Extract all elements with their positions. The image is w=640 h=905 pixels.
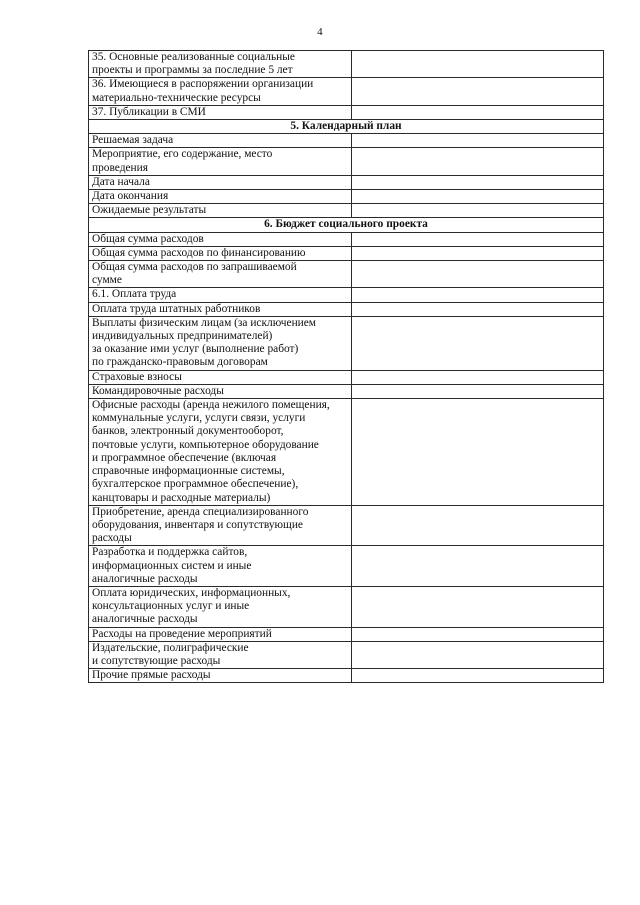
field-value-cell[interactable]	[352, 51, 604, 78]
field-label: Оплата юридических, информационных, консультационных услуг и иные аналогичные расходы	[89, 586, 352, 627]
field-value-cell[interactable]	[352, 232, 604, 246]
field-value-cell[interactable]	[352, 627, 604, 641]
field-value-cell[interactable]	[352, 586, 604, 627]
field-label: Разработка и поддержка сайтов, информационных систем и иные аналогичные расходы	[89, 546, 352, 587]
field-label: Решаемая задача	[89, 134, 352, 148]
field-value-cell[interactable]	[352, 384, 604, 398]
table-row	[89, 204, 604, 218]
application-form-table	[88, 50, 604, 683]
table-row	[89, 261, 604, 288]
table-row	[89, 51, 604, 78]
field-value-cell[interactable]	[352, 302, 604, 316]
field-value-cell[interactable]	[352, 261, 604, 288]
field-label: Оплата труда штатных работников	[89, 302, 352, 316]
table-row	[89, 302, 604, 316]
field-value-cell[interactable]	[352, 78, 604, 105]
field-label: Общая сумма расходов по финансированию	[89, 246, 352, 260]
field-value-cell[interactable]	[352, 669, 604, 683]
field-label: Командировочные расходы	[89, 384, 352, 398]
field-value-cell[interactable]	[352, 288, 604, 302]
table-row	[89, 316, 604, 370]
field-label: Дата окончания	[89, 190, 352, 204]
table-row	[89, 134, 604, 148]
field-label: Страховые взносы	[89, 370, 352, 384]
table-row	[89, 232, 604, 246]
section-title: 6. Бюджет социального проекта	[89, 218, 604, 232]
field-value-cell[interactable]	[352, 641, 604, 668]
table-row	[89, 384, 604, 398]
field-label: 35. Основные реализованные социальные проекты и программы за последние 5 лет	[89, 51, 352, 78]
field-value-cell[interactable]	[352, 190, 604, 204]
field-label: 37. Публикации в СМИ	[89, 105, 352, 119]
field-value-cell[interactable]	[352, 134, 604, 148]
table-row	[89, 399, 604, 506]
table-row	[89, 546, 604, 587]
form-table-body	[89, 51, 604, 683]
field-label: 6.1. Оплата труда	[89, 288, 352, 302]
table-row	[89, 105, 604, 119]
field-value-cell[interactable]	[352, 105, 604, 119]
field-label: Прочие прямые расходы	[89, 669, 352, 683]
table-row	[89, 148, 604, 175]
field-label: Расходы на проведение мероприятий	[89, 627, 352, 641]
page-number: 4	[317, 26, 323, 38]
field-value-cell[interactable]	[352, 505, 604, 546]
field-value-cell[interactable]	[352, 246, 604, 260]
table-row	[89, 669, 604, 683]
table-row	[89, 175, 604, 189]
field-label: Мероприятие, его содержание, место проведения	[89, 148, 352, 175]
field-label: Выплаты физическим лицам (за исключением индивидуальных предпринимателей) за оказание ими услуг (выполнение работ) по гражданско-правовым договорам	[89, 316, 352, 370]
table-row	[89, 370, 604, 384]
section-title: 5. Календарный план	[89, 120, 604, 134]
field-label: Приобретение, аренда специализированного оборудования, инвентаря и сопутствующие расходы	[89, 505, 352, 546]
field-value-cell[interactable]	[352, 148, 604, 175]
table-row	[89, 190, 604, 204]
table-row	[89, 288, 604, 302]
table-row	[89, 505, 604, 546]
field-label: Общая сумма расходов	[89, 232, 352, 246]
field-value-cell[interactable]	[352, 370, 604, 384]
field-label: Ожидаемые результаты	[89, 204, 352, 218]
field-label: Офисные расходы (аренда нежилого помещения, коммунальные услуги, услуги связи, услуги банков, электронный документооборот, почтовые услуги, компьютерное оборудование и программное обеспечение (включая справочные информационные системы, бухгалтерское программное обеспечение), канцтовары и расходные материалы)	[89, 399, 352, 506]
table-row	[89, 246, 604, 260]
field-value-cell[interactable]	[352, 204, 604, 218]
field-value-cell[interactable]	[352, 316, 604, 370]
section-header-row	[89, 120, 604, 134]
field-value-cell[interactable]	[352, 175, 604, 189]
field-label: Общая сумма расходов по запрашиваемой сумме	[89, 261, 352, 288]
field-label: 36. Имеющиеся в распоряжении организации материально-технические ресурсы	[89, 78, 352, 105]
field-value-cell[interactable]	[352, 399, 604, 506]
field-label: Дата начала	[89, 175, 352, 189]
table-row	[89, 586, 604, 627]
field-label: Издательские, полиграфические и сопутствующие расходы	[89, 641, 352, 668]
table-row	[89, 78, 604, 105]
section-header-row	[89, 218, 604, 232]
field-value-cell[interactable]	[352, 546, 604, 587]
table-row	[89, 641, 604, 668]
table-row	[89, 627, 604, 641]
